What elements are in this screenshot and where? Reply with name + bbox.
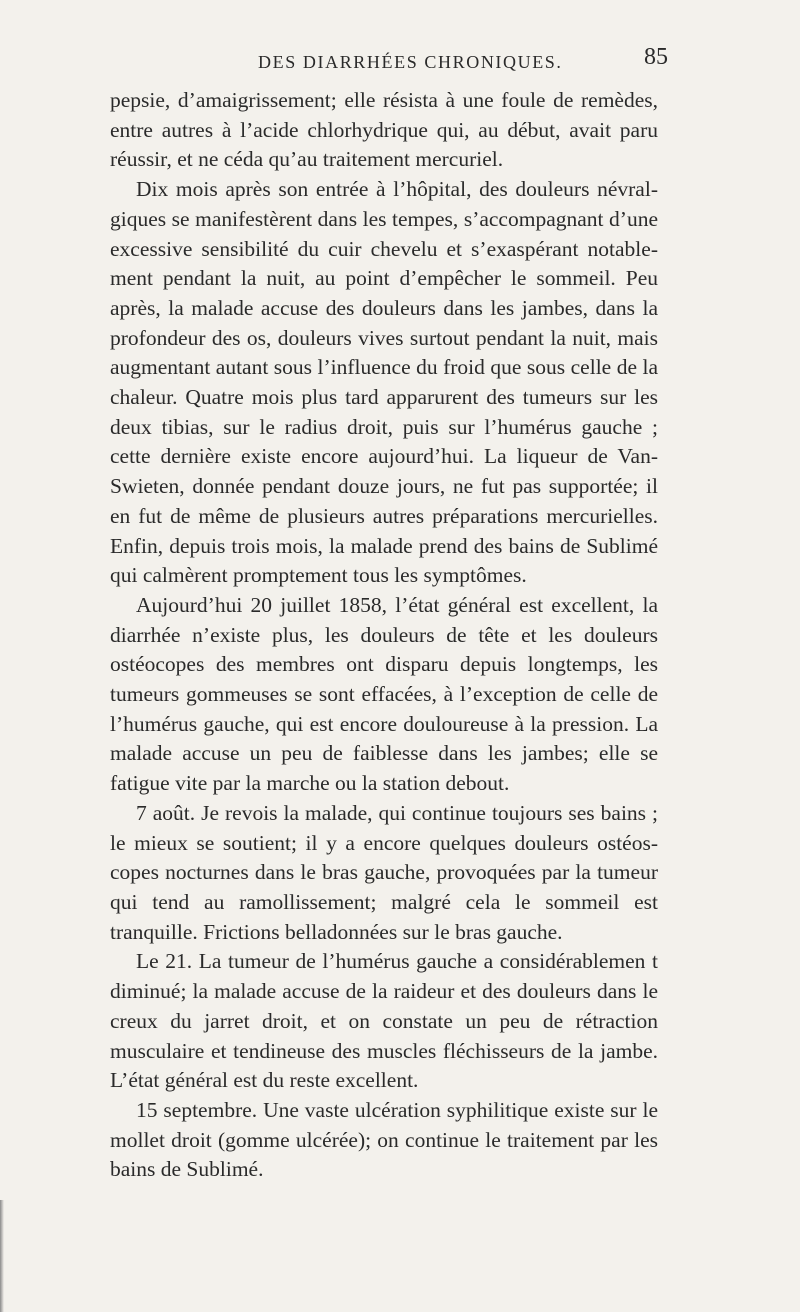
scan-shadow-edge	[0, 1200, 4, 1312]
paragraph-august-7: 7 août. Je revois la malade, qui continue toujours ses bains ; le mieux se soutient; il y a encore quelques douleurs ostéoscopes nocturnes dans le bras gauche, provoquées par la tumeur qui tend au ramollissement; malgré cela le sommeil est tranquille. Frictions belladonnées sur le bras gauche.	[110, 800, 658, 944]
paragraph-neuralgia: Dix mois après son entrée à l’hôpital, des douleurs névralgiques se manifestèrent dans les tempes, s’accompagnant d’une excessive sensibilité du cuir chevelu et s’exaspérant notablement pendant la nuit, au point d’empêcher le sommeil. Peu après, la malade accuse des douleurs dans les jambes, dans la profondeur des os, douleurs vives surtout pendant la nuit, mais augmentant autant sous l’influence du froid que sous celle de la chaleur. Quatre mois plus tard apparurent des tumeurs sur les deux tibias, sur le radius droit, puis sur l’humérus gauche ; cette dernière existe encore aujourd’hui. La liqueur de Van-Swieten, donnée pendant douze jours, ne fut pas supportée; il en fut de même de plusieurs autres préparations mercurielles. Enfin, depuis trois mois, la malade prend des bains de Sublimé qui calmèrent promptement tous les symptômes.	[110, 177, 658, 588]
paragraph-september-15: 15 septembre. Une vaste ulcération syphilitique existe sur le mollet droit (gomme ulcérée); on continue le traitement par les bains de Sublimé.	[110, 1097, 658, 1182]
paragraph-continuation: pepsie, d’amaigrissement; elle résista à une foule de remèdes, entre autres à l’acide chlorhydrique qui, au début, avait paru réussir, et ne céda qu’au traitement mercuriel.	[110, 88, 658, 172]
body-text	[110, 86, 658, 1185]
paragraph-july-20: Aujourd’hui 20 juillet 1858, l’état général est excellent, la diarrhée n’existe plus, les douleurs de tête et les douleurs ostéocopes des membres ont disparu depuis longtemps, les tumeurs gommeuses se sont effacées, à l’exception de celle de l’humérus gauche, qui est encore douloureuse à la pression. La malade accuse un peu de faiblesse dans les jambes; elle se fatigue vite par la marche ou la station debout.	[110, 592, 658, 796]
page-number: 85	[644, 44, 668, 70]
running-title: DES DIARRHÉES CHRONIQUES.	[258, 52, 563, 72]
paragraph-the-21st: Le 21. La tumeur de l’humérus gauche a considérablemen t diminué; la malade accuse de la raideur et des douleurs dans le creux du jarret droit, et on constate un peu de rétraction musculaire et tendineuse des muscles fléchisseurs de la jambe. L’état général est du reste excellent.	[110, 949, 658, 1093]
running-header	[0, 44, 800, 82]
